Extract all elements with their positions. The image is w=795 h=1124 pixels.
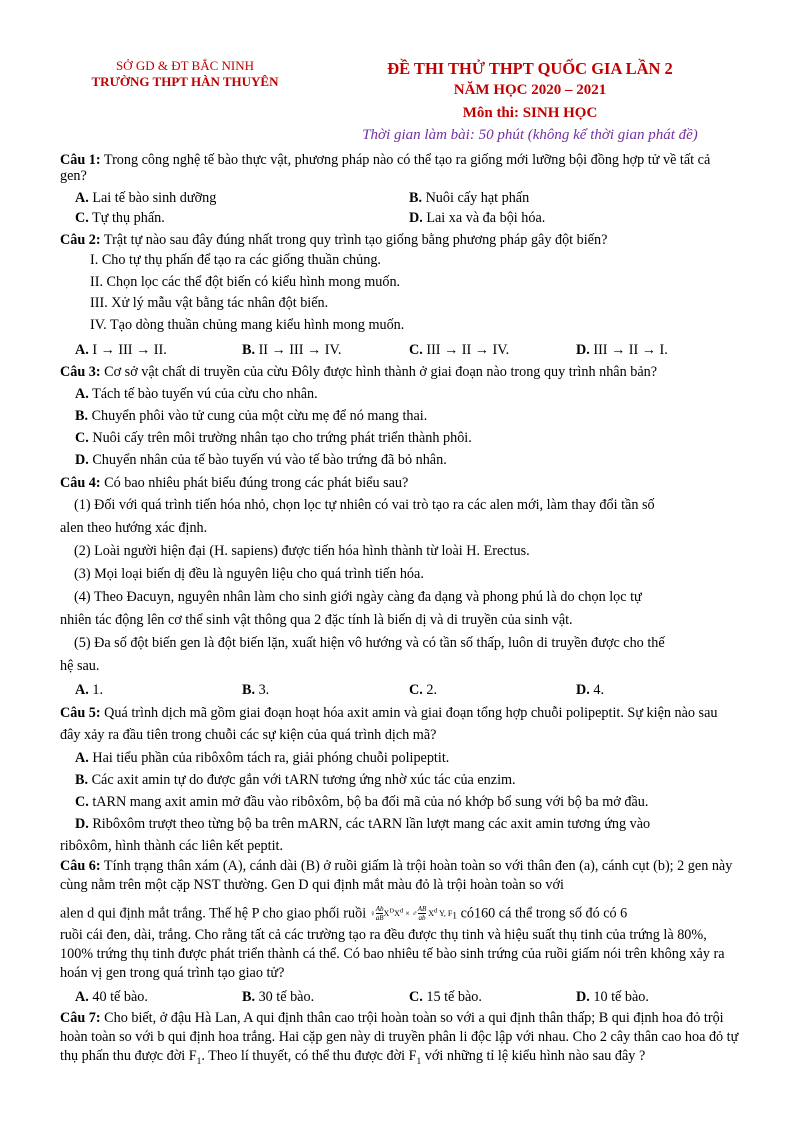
option-d: D. III → II → I. [576, 342, 668, 358]
question-1 [60, 150, 740, 228]
question-6-options [60, 987, 740, 1007]
option-d: D. 10 tế bào. [576, 988, 649, 1005]
step-4: IV. Tạo dòng thuần chủng mang kiểu hình mong muốn. [90, 316, 405, 333]
statement-4: (4) Theo Đacuyn, nguyên nhân làm cho sinh giới ngày càng đa dạng và phong phú là do chọn lọc tự [74, 589, 642, 605]
option-c: C. Tự thụ phấn. [75, 210, 165, 226]
option-a: A. I → III → II. [75, 342, 167, 358]
option-b: B. Chuyển phôi vào tử cung của một cừu mẹ để nó mang thai. [75, 408, 428, 424]
option-a: A. 40 tế bào. [75, 988, 148, 1005]
question-2-options [60, 340, 740, 360]
question-6-stem [60, 857, 740, 895]
exam-title: ĐỀ THI THỬ THPT QUỐC GIA LẦN 2 [387, 59, 673, 78]
question-2-stem [60, 230, 740, 250]
step-3: III. Xử lý mẫu vật bằng tác nhân đột biến. [90, 295, 329, 311]
question-text: Trong công nghệ tế bào thực vật, phương pháp nào có thể tạo ra giống mới lưỡng bội đồng hợp tử về tất cả gen? [60, 152, 711, 184]
option-c: C. 2. [409, 682, 437, 698]
question-4-options [60, 680, 740, 700]
question-6-formula-line: alen d qui định mắt trắng. Thế hệ P cho giao phối ruồi ♀ $\frac{Ab}{aB}$ $X^DX^d$ × ♂ $\frac{AB}{ab}$ $X^d$ Y, $F_1$ có160 cá thể trong số đó có 6 [60, 905, 628, 923]
option-a: A. Lai tế bào sinh dưỡng [75, 190, 217, 206]
question-text: Trật tự nào sau đây đúng nhất trong quy trình tạo giống bằng phương pháp gây đột biến? [100, 232, 608, 248]
question-2 [60, 230, 740, 360]
question-text: Có bao nhiêu phát biểu đúng trong các phát biểu sau? [100, 475, 409, 491]
cross-formula: ♀ $\frac{Ab}{aB}$ $X^DX^d$ × ♂ $\frac{AB}{ab}$ $X^d$ Y, $F_1$ [369, 905, 458, 923]
question-1-options [60, 188, 740, 228]
option-d: D. Ribôxôm trượt theo từng bộ ba trên mARN, các tARN lần lượt mang các axit amin tương ứng vào [75, 816, 651, 832]
question-number: Câu 1: [60, 152, 101, 168]
question-3-stem [60, 362, 740, 382]
question-number: Câu 5: [60, 705, 101, 721]
department-name: SỞ GD & ĐT BẮC NINH [115, 58, 255, 73]
option-c: C. III → II → IV. [409, 342, 510, 358]
question-6 [60, 857, 740, 1007]
exam-body [60, 150, 740, 1066]
option-a: A. 1. [75, 682, 103, 698]
school-year: NĂM HỌC 2020 – 2021 [453, 82, 607, 98]
question-text: Quá trình dịch mã gồm giai đoạn hoạt hóa axit amin và giai đoạn tổng hợp chuỗi polipeptit. Sự kiện nào sau đây xảy ra đầu tiên trong chuỗi các sự kiện của quá trình dịch mã? [60, 705, 718, 743]
question-number: Câu 3: [60, 364, 101, 380]
question-number: Câu 7: [60, 1009, 101, 1026]
question-4 [60, 473, 740, 700]
option-a: A. Hai tiểu phần của ribôxôm tách ra, giải phóng chuỗi polipeptit. [75, 750, 450, 766]
question-number: Câu 4: [60, 475, 101, 491]
option-a: A. Tách tế bào tuyến vú của cừu cho nhân. [75, 386, 318, 402]
statement-5: (5) Đa số đột biến gen là đột biến lặn, xuất hiện vô hướng và có tần số thấp, luôn di truyền được cho thế [74, 635, 665, 651]
subject: Môn thi: SINH HỌC [462, 105, 598, 121]
option-b: B. Nuôi cấy hạt phấn [409, 190, 530, 206]
question-1-stem [60, 150, 740, 184]
question-3 [60, 362, 740, 470]
statement-4-cont: nhiên tác động lên cơ thể sinh vật thông qua 2 đặc tính là biến dị và di truyền của sinh vật. [60, 612, 573, 628]
question-5 [60, 702, 740, 856]
option-d-cont: ribôxôm, hình thành các liên kết peptit. [60, 838, 284, 854]
question-6-stem-cont: ruồi cái đen, dài, trắng. Cho rằng tất cả các trường tạo ra đều được thụ tinh và hiệu suất thụ tinh của trứng là 80%, 100% trứng thụ tinh được phát triển thành cá thể. Có bao nhiêu tế bào sinh trứng của ruồi giấm nói trên không xảy ra hoán vị gen trong quá trình tạo giao tử? [60, 926, 725, 981]
time-limit: Thời gian làm bài: 50 phút (không kể thời gian phát đề) [362, 127, 698, 143]
question-text: Tính trạng thân xám (A), cánh dài (B) ở ruồi giấm là trội hoàn toàn so với thân đen (a), cánh cụt (b); 2 gen này cùng nằm trên một cặp NST thường. Gen D qui định mắt màu đỏ là trội hoàn toàn so với [60, 858, 733, 893]
statement-3: (3) Mọi loại biến dị đều là nguyên liệu cho quá trình tiến hóa. [74, 566, 424, 582]
question-number: Câu 2: [60, 232, 101, 248]
statement-2: (2) Loài người hiện đại (H. sapiens) được tiến hóa hình thành từ loài H. Erectus. [74, 543, 530, 559]
option-c: C. 15 tế bào. [409, 988, 482, 1005]
step-1: I. Cho tự thụ phấn để tạo ra các giống thuần chủng. [90, 252, 381, 268]
statement-5-cont: hệ sau. [60, 658, 100, 674]
header-left [60, 58, 310, 90]
question-number: Câu 6: [60, 858, 101, 874]
question-text: Cho biết, ở đậu Hà Lan, A qui định thân cao trội hoàn toàn so với a qui định thân thấp; B qui định hoa đỏ trội hoàn toàn so với b qui định hoa trắng. Hai cặp gen này di truyền phân li độc lập với nhau. Cho 2 cây thân cao hoa đỏ tự thụ phấn thu được đời F [60, 1009, 739, 1064]
option-d: D. Chuyển nhân của tế bào tuyến vú vào tế bào trứng đã bỏ nhân. [75, 452, 447, 468]
option-b: B. 30 tế bào. [242, 988, 315, 1005]
question-5-stem [60, 702, 740, 746]
option-d: D. 4. [576, 682, 604, 698]
option-b: B. II → III → IV. [242, 342, 342, 358]
option-b: B. 3. [242, 682, 270, 698]
option-c: C. Nuôi cấy trên môi trường nhân tạo cho trứng phát triển thành phôi. [75, 430, 472, 446]
statement-1-cont: alen theo hướng xác định. [60, 520, 208, 536]
statement-1: (1) Đối với quá trình tiến hóa nhỏ, chọn lọc tự nhiên có vai trò tạo ra các alen mới, làm thay đổi tần số [74, 497, 655, 513]
step-2: II. Chọn lọc các thể đột biến có kiểu hình mong muốn. [90, 273, 401, 290]
option-c: C. tARN mang axit amin mở đầu vào ribôxôm, bộ ba đối mã của nó khớp bổ sung với bộ ba mở đầu. [75, 794, 649, 810]
header-right [330, 58, 730, 146]
question-7: Câu 7: Cho biết, ở đậu Hà Lan, A qui định thân cao trội hoàn toàn so với a qui định thân thấp; B qui định hoa đỏ trội hoàn toàn so với b qui định hoa trắng. Hai cặp gen này di truyền phân li độc lập với nhau. Cho 2 cây thân cao hoa đỏ tự thụ phấn thu được đời $F_1$. Theo lí thuyết, có thể thu được đời $F_1$ với những tỉ lệ kiểu hình nào sau đây ? [60, 1009, 739, 1067]
option-d: D. Lai xa và đa bội hóa. [409, 210, 546, 226]
option-b: B. Các axit amin tự do được gắn với tARN tương ứng nhờ xúc tác của enzim. [75, 772, 516, 788]
question-text: Cơ sở vật chất di truyền của cừu Đôly được hình thành ở giai đoạn nào trong quy trình nhân bản? [100, 364, 658, 380]
school-name: TRƯỜNG THPT HÀN THUYÊN [91, 74, 279, 89]
question-4-stem [60, 473, 740, 493]
